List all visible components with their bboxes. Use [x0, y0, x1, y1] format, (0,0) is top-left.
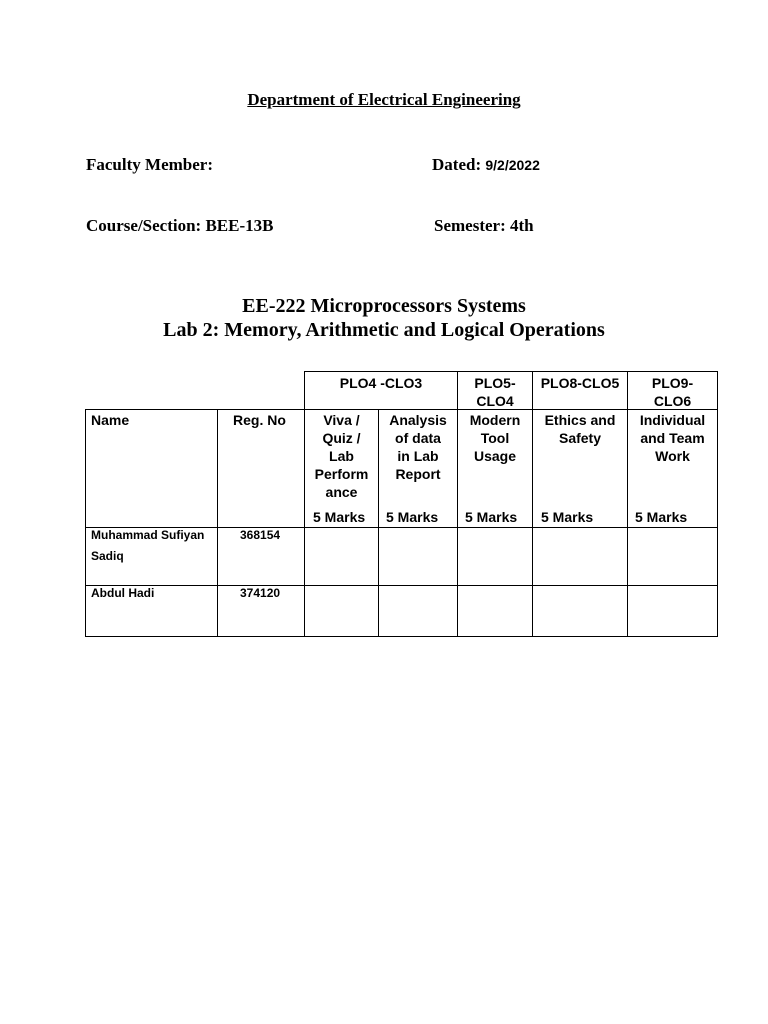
faculty-member-label: Faculty Member:	[86, 155, 213, 174]
column-header-viva: Viva / Quiz / Lab Perform ance	[314, 412, 369, 500]
table-border	[717, 371, 718, 637]
course-section-label: Course/Section: BEE-13B	[86, 216, 274, 235]
department-title: Department of Electrical Engineering	[247, 90, 521, 109]
table-border	[85, 636, 718, 637]
marks-analysis: 5 Marks	[386, 509, 439, 525]
column-header-reg-no: Reg. No	[233, 412, 286, 428]
group-header-plo8-clo5: PLO8-CLO5	[540, 375, 620, 391]
semester-label: Semester: 4th	[434, 216, 534, 235]
table-border	[304, 371, 718, 372]
group-header-plo9-clo6: PLO9- CLO6	[651, 375, 694, 409]
dated-value: 9/2/2022	[485, 157, 540, 173]
marks-ethics: 5 Marks	[541, 509, 594, 525]
table-border	[217, 409, 218, 637]
student-name: Muhammad Sufiyan Sadiq	[91, 528, 205, 563]
lab-title: Lab 2: Memory, Arithmetic and Logical Operations	[163, 319, 605, 341]
student-reg-no: 368154	[240, 528, 281, 542]
column-header-name: Name	[91, 412, 130, 428]
marks-viva: 5 Marks	[313, 509, 366, 525]
marks-individual-team: 5 Marks	[635, 509, 688, 525]
marks-modern-tool: 5 Marks	[465, 509, 518, 525]
column-header-ethics: Ethics and Safety	[544, 412, 616, 446]
column-header-analysis: Analysis of data in Lab Report	[389, 412, 447, 482]
column-header-individual-team: Individual and Team Work	[639, 412, 706, 464]
student-reg-no: 374120	[240, 586, 281, 600]
group-header-plo4-clo3: PLO4 -CLO3	[339, 375, 423, 391]
student-name: Abdul Hadi	[91, 586, 155, 600]
column-header-modern-tool: Modern Tool Usage	[469, 412, 521, 464]
table-border	[85, 409, 718, 410]
table-border	[85, 585, 718, 586]
group-header-plo5-clo4: PLO5- CLO4	[474, 375, 516, 409]
dated-label-text: Dated:	[432, 155, 482, 174]
course-title: EE-222 Microprocessors Systems	[242, 295, 526, 317]
dated-label	[432, 155, 540, 175]
table-border	[85, 409, 86, 637]
